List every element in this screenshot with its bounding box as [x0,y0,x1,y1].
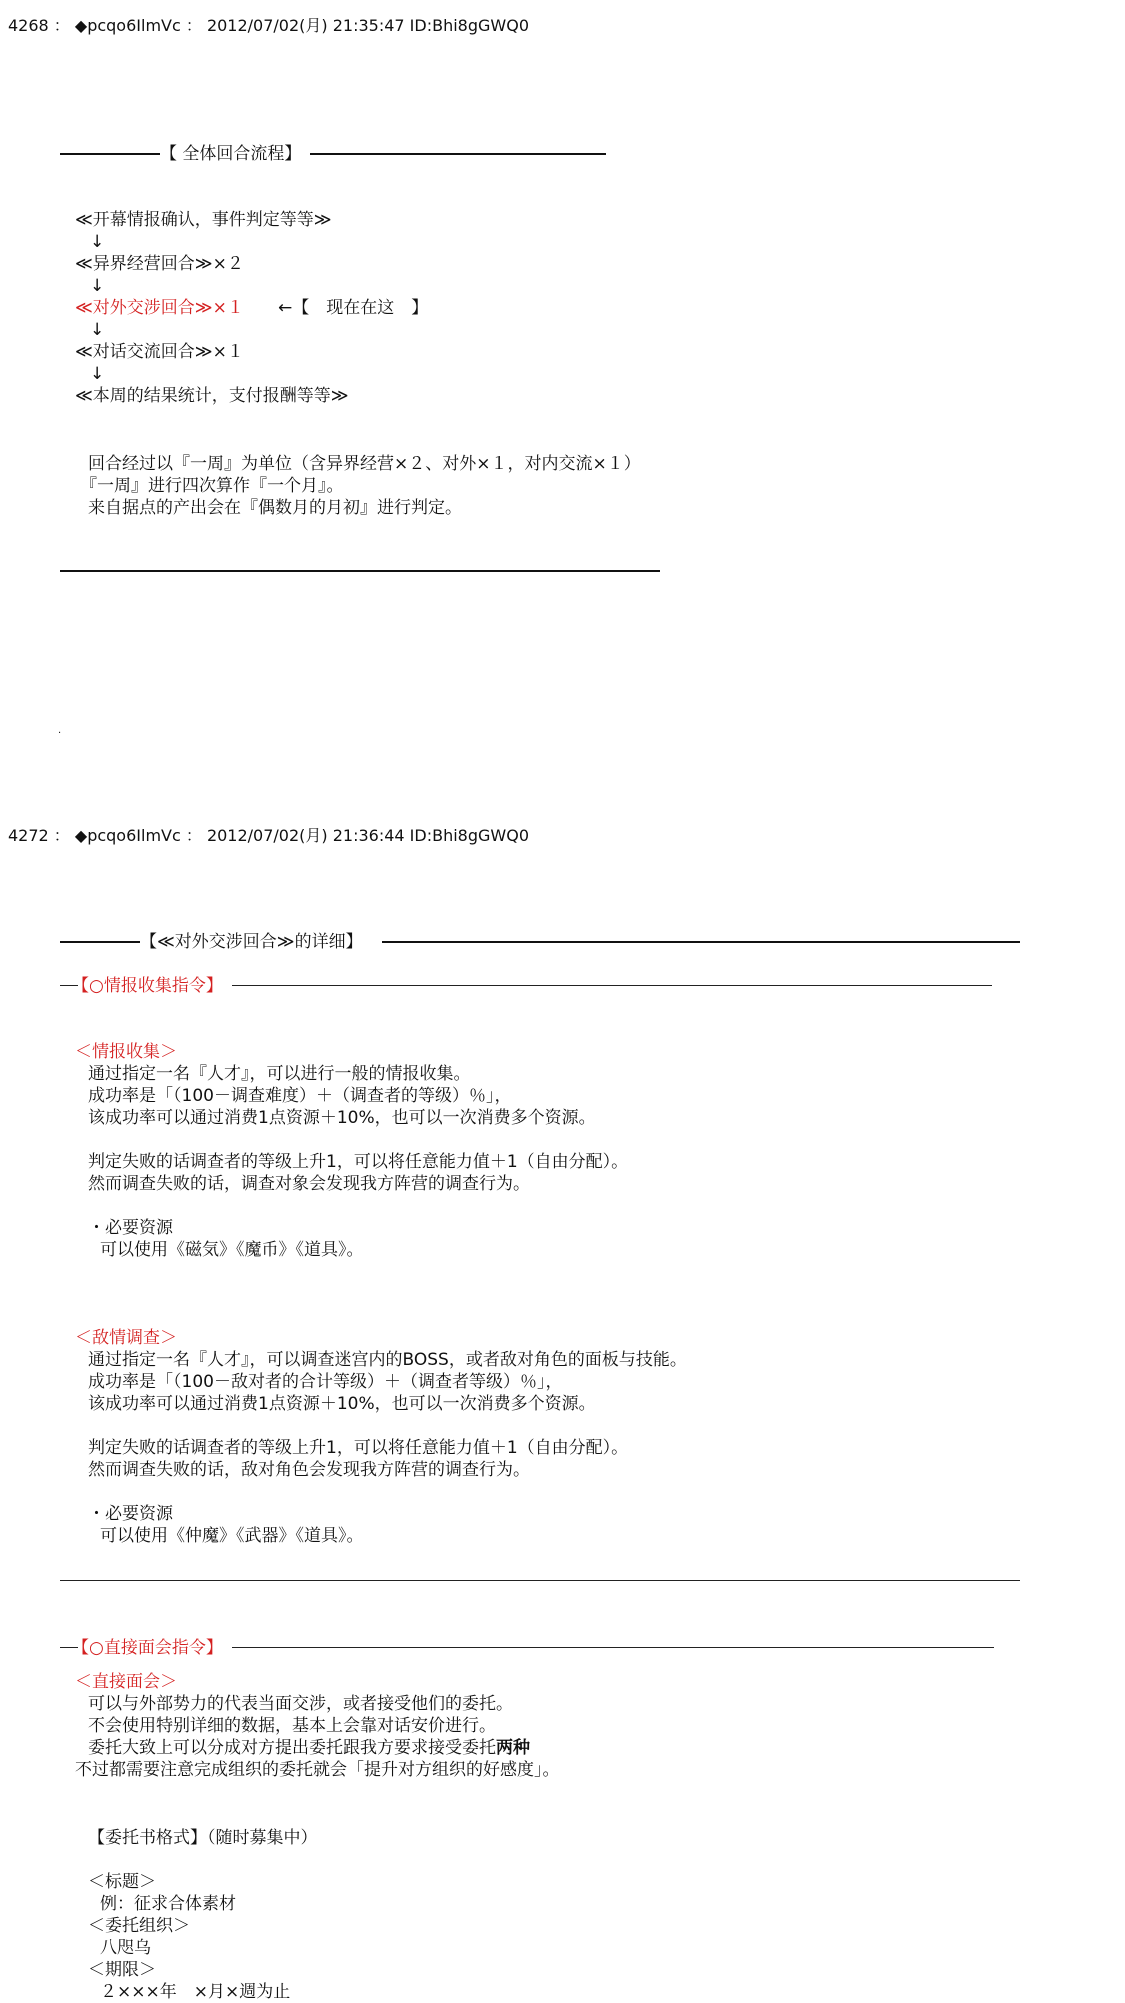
flow-step-3-current: ≪对外交涉回合≫×１ [75,298,244,318]
sub-title-info-gathering: 【○情报收集指令】 [72,976,223,996]
info-line: 该成功率可以通过消费1点资源＋10%，也可以一次消费多个资源。 [88,1108,596,1128]
format-field-label: ＜期限＞ [88,1960,156,1980]
enemy-line: 成功率是「（100－敌对者的合计等级）＋（调查者等级）％」， [88,1372,563,1392]
stray-dot: . [58,725,62,736]
meet-line: 可以与外部势力的代表当面交涉，或者接受他们的委托。 [88,1694,513,1714]
enemy-resource-value: 可以使用《仲魔》《武器》《道具》。 [100,1526,364,1546]
info-resource-value: 可以使用《磁気》《魔币》《道具》。 [100,1240,364,1260]
info-line: 通过指定一名『人才』，可以进行一般的情报收集。 [88,1064,471,1084]
sub-section-end-rule [60,1580,1020,1581]
direct-meeting-title: ＜直接面会＞ [75,1672,177,1692]
section-rule-left [60,941,140,943]
info-gathering-title: ＜情报收集＞ [75,1042,177,1062]
info-line: 然而调查失败的话，调查对象会发现我方阵营的调查行为。 [88,1174,530,1194]
flow-step-2: ≪异界经营回合≫×２ [75,254,244,274]
enemy-line: 然而调查失败的话，敌对角色会发现我方阵营的调查行为。 [88,1460,530,1480]
info-line: 成功率是「（100－调查难度）＋（调查者的等级）％」， [88,1086,512,1106]
section-title-detail: 【≪对外交涉回合≫的详细】 [140,932,363,952]
post-header-4268: 4268 ： ◆pcqo6IlmVc ： 2012/07/02(月) 21:35:47 ID:Bhi8gGWQ0 [8,16,529,35]
format-field-label: ＜委托组织＞ [88,1916,190,1936]
note-line-1: 回合经过以『一周』为单位（含异界经营×２、对外×１，对内交流×１） [88,454,641,474]
note-line-2: 『一周』进行四次算作『一个月』。 [80,476,344,496]
flow-step-5: ≪本周的结果统计，支付报酬等等≫ [75,386,349,406]
enemy-line: 判定失败的话调查者的等级上升1，可以将任意能力值＋1（自由分配）。 [88,1438,629,1458]
flow-step-1: ≪开幕情报确认，事件判定等等≫ [75,210,332,230]
section-end-rule [60,570,660,572]
format-title: 【委托书格式】（随时募集中） [88,1828,318,1848]
meet-line [88,1737,530,1759]
note-line-3: 来自据点的产出会在『偶数月的月初』进行判定。 [88,498,462,518]
info-line: 判定失败的话调查者的等级上升1，可以将任意能力值＋1（自由分配）。 [88,1152,629,1172]
meet-line-text: 委托大致上可以分成对方提出委托跟我方要求接受委托 [88,1738,496,1758]
flow-arrow: ↓ [90,364,105,384]
post-header-4272: 4272 ： ◆pcqo6IlmVc ： 2012/07/02(月) 21:36:44 ID:Bhi8gGWQ0 [8,826,529,845]
sub-title-direct-meeting: 【○直接面会指令】 [72,1638,223,1658]
meet-line: 不过都需要注意完成组织的委托就会「提升对方组织的好感度」。 [75,1760,560,1780]
enemy-scout-title: ＜敌情调查＞ [75,1328,177,1348]
sub-rule-right [232,985,992,986]
flow-arrow: ↓ [90,320,105,340]
info-resource-label: ・必要资源 [88,1218,173,1238]
section-title-flow: 【 全体回合流程】 [160,144,302,164]
section-rule-left [60,153,160,155]
format-field-value: 例：征求合体素材 [100,1894,236,1914]
format-field-value: 八咫乌 [100,1938,151,1958]
flow-arrow: ↓ [90,232,105,252]
sub-rule-right [232,1647,994,1648]
format-field-label: ＜标题＞ [88,1872,156,1892]
flow-arrow: ↓ [90,276,105,296]
enemy-line: 通过指定一名『人才』，可以调查迷宫内的BOSS，或者敌对角色的面板与技能。 [88,1350,687,1370]
current-position-marker: ←【 现在在这 】 [278,298,429,318]
enemy-resource-label: ・必要资源 [88,1504,173,1524]
section-rule-right [382,941,1020,943]
section-rule-right [310,153,606,155]
flow-step-4: ≪对话交流回合≫×１ [75,342,244,362]
meet-line-emphasis: 两种 [496,1738,530,1758]
meet-line: 不会使用特别详细的数据，基本上会靠对话安价进行。 [88,1716,496,1736]
format-field-value: ２×××年 ×月×週为止 [100,1982,291,2002]
enemy-line: 该成功率可以通过消费1点资源＋10%，也可以一次消费多个资源。 [88,1394,596,1414]
